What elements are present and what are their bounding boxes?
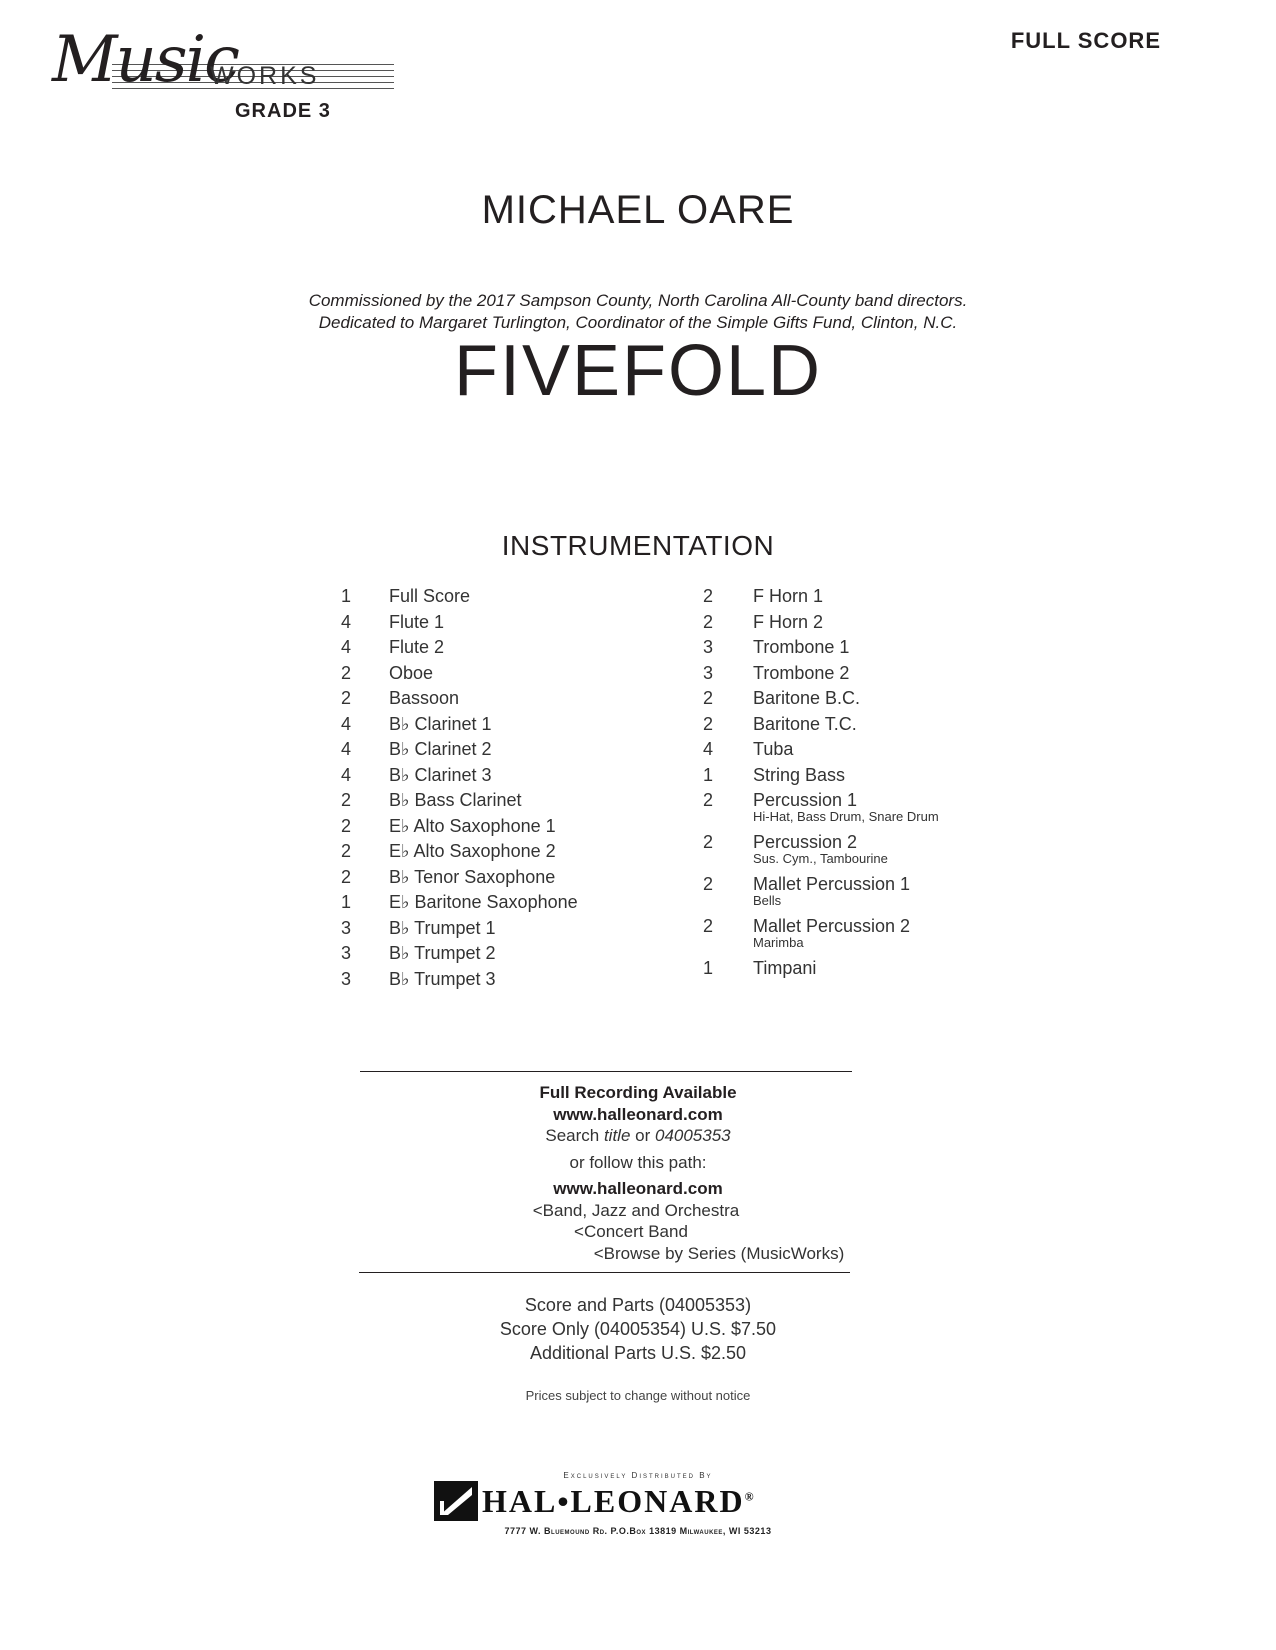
recording-info: [0, 1082, 1276, 1264]
instrumentation-right-column: [700, 584, 1030, 982]
instrument-name: B♭ Clarinet 1: [389, 713, 492, 734]
part-quantity: 2: [702, 874, 713, 894]
instrumentation-left-column: [338, 584, 668, 992]
brand-name: HAL•LEONARD: [482, 1483, 745, 1519]
instrument-name: Percussion 2: [753, 832, 858, 852]
instrument-name: Percussion 1: [753, 790, 858, 810]
instrument-row: [700, 610, 1030, 636]
path-step: <Browse by Series (MusicWorks): [593, 1243, 845, 1263]
instrument-row: [338, 890, 668, 916]
part-quantity: 2: [702, 916, 713, 936]
dedication-line: Dedicated to Margaret Turlington, Coordinator of the Simple Gifts Fund, Clinton, N.C.: [318, 313, 958, 332]
instrument-name: B♭ Tenor Saxophone: [389, 866, 556, 887]
pricing-info: [0, 1293, 1276, 1365]
price-line: Score Only (04005354) U.S. $7.50: [499, 1319, 777, 1339]
website-link[interactable]: www.halleonard.com: [553, 1179, 723, 1198]
part-quantity: 1: [340, 892, 351, 912]
instrumentation-heading: INSTRUMENTATION: [501, 530, 775, 561]
part-quantity: 2: [340, 866, 351, 887]
instrument-row: [700, 712, 1030, 738]
instrument-name: Trombone 1: [753, 637, 850, 657]
instrument-name: B♭ Trumpet 3: [389, 968, 496, 989]
composer-name: MICHAEL OARE: [481, 188, 795, 232]
instrument-row: [700, 914, 1030, 956]
logo-script-text: Music: [52, 23, 238, 97]
instrument-row: [338, 737, 668, 763]
instrument-detail: Marimba: [753, 935, 804, 950]
part-quantity: 2: [340, 841, 351, 861]
instrument-name: Oboe: [389, 662, 434, 683]
part-quantity: 4: [340, 764, 351, 785]
part-quantity: 2: [340, 815, 351, 836]
instrument-row: [700, 763, 1030, 789]
instrument-row: [700, 686, 1030, 712]
part-quantity: 2: [340, 790, 351, 810]
instrument-row: [338, 635, 668, 661]
instrument-name: String Bass: [753, 764, 846, 785]
instrument-row: [338, 941, 668, 967]
part-quantity: 4: [340, 611, 351, 632]
grade-label: GRADE 3: [235, 100, 331, 122]
distributed-by-label: Exclusively Distributed By: [563, 1471, 713, 1480]
instrument-name: B♭ Clarinet 2: [389, 739, 492, 759]
part-quantity: 2: [702, 611, 713, 632]
instrument-row: [338, 661, 668, 687]
instrument-name: E♭ Alto Saxophone 1: [389, 815, 556, 836]
publisher-address: 7777 W. Bluemound Rd. P.O.Box 13819 Milwaukee, WI 53213: [504, 1526, 772, 1536]
instrument-name: Timpani: [753, 958, 817, 978]
path-step: <Concert Band: [574, 1222, 688, 1241]
instrument-name: Mallet Percussion 2: [753, 916, 911, 936]
instrument-detail: Bells: [753, 893, 782, 908]
instrument-name: B♭ Trumpet 1: [389, 917, 496, 938]
part-quantity: 2: [702, 790, 713, 810]
registered-mark: ®: [744, 1489, 756, 1504]
instrument-name: Mallet Percussion 1: [753, 874, 911, 894]
instrument-name: Flute 2: [389, 637, 445, 657]
instrument-row: [338, 610, 668, 636]
part-quantity: 4: [340, 637, 351, 657]
part-quantity: 3: [340, 917, 351, 938]
instrument-row: [338, 839, 668, 865]
instrument-row: [700, 661, 1030, 687]
instrument-name: Tuba: [753, 739, 794, 759]
follow-path-text: or follow this path:: [569, 1152, 707, 1172]
hal-leonard-emblem-icon: [434, 1481, 478, 1521]
part-quantity: 1: [702, 958, 713, 978]
instrument-row: [700, 737, 1030, 763]
instrument-row: [700, 584, 1030, 610]
search-title-word: title: [603, 1126, 631, 1145]
divider: [360, 1071, 852, 1072]
hal-leonard-wordmark: [482, 1483, 756, 1520]
part-quantity: 4: [340, 713, 351, 734]
instrument-row: [338, 916, 668, 942]
search-prefix: Search: [545, 1126, 604, 1145]
divider: [359, 1272, 850, 1273]
part-quantity: 3: [702, 637, 713, 657]
search-or: or: [630, 1126, 655, 1145]
instrument-name: Full Score: [389, 586, 471, 606]
musicworks-logo: [52, 23, 352, 128]
part-quantity: 1: [702, 764, 713, 785]
instrument-row: [700, 830, 1030, 872]
instrument-row: [338, 814, 668, 840]
search-hint: [0, 1125, 1276, 1147]
instrument-row: [700, 788, 1030, 830]
score-type-label: FULL SCORE: [1010, 28, 1161, 53]
instrument-name: Baritone T.C.: [753, 713, 857, 734]
part-quantity: 2: [702, 688, 713, 708]
instrument-name: Trombone 2: [753, 662, 850, 683]
instrument-row: [338, 967, 668, 993]
recording-heading: Full Recording Available: [539, 1083, 737, 1102]
price-line: Score and Parts (04005353): [524, 1295, 752, 1315]
logo-works-text: WORKS: [210, 62, 320, 90]
instrument-row: [338, 686, 668, 712]
part-quantity: 2: [702, 832, 713, 852]
part-quantity: 3: [702, 662, 713, 683]
commission-note: [0, 290, 1276, 334]
part-quantity: 3: [340, 968, 351, 989]
part-quantity: 4: [702, 739, 713, 759]
instrument-row: [338, 865, 668, 891]
instrument-row: [338, 584, 668, 610]
instrument-name: F Horn 2: [753, 611, 824, 632]
path-step: <Band, Jazz and Orchestra: [532, 1200, 740, 1220]
instrument-row: [338, 712, 668, 738]
part-quantity: 2: [340, 662, 351, 683]
part-quantity: 4: [340, 739, 351, 759]
part-quantity: 2: [702, 713, 713, 734]
instrument-name: Bassoon: [389, 688, 460, 708]
part-quantity: 1: [340, 586, 351, 606]
instrument-name: B♭ Bass Clarinet: [389, 790, 522, 810]
price-disclaimer: Prices subject to change without notice: [525, 1388, 751, 1403]
instrument-name: E♭ Alto Saxophone 2: [389, 841, 556, 861]
price-line: Additional Parts U.S. $2.50: [529, 1343, 747, 1363]
instrument-row: [700, 872, 1030, 914]
instrument-name: B♭ Trumpet 2: [389, 943, 496, 963]
part-quantity: 2: [340, 688, 351, 708]
piece-title: FIVEFOLD: [453, 331, 823, 411]
website-link[interactable]: www.halleonard.com: [553, 1104, 723, 1124]
instrument-row: [338, 763, 668, 789]
instrument-name: Flute 1: [389, 611, 445, 632]
part-quantity: 3: [340, 943, 351, 963]
instrument-name: E♭ Baritone Saxophone: [389, 892, 578, 912]
search-code: 04005353: [654, 1126, 731, 1145]
instrument-detail: Sus. Cym., Tambourine: [753, 851, 888, 866]
instrument-name: Baritone B.C.: [753, 688, 861, 708]
instrument-row: [338, 788, 668, 814]
part-quantity: 2: [702, 586, 713, 606]
instrument-row: [700, 635, 1030, 661]
hal-leonard-logo: [434, 1477, 794, 1523]
commission-line: Commissioned by the 2017 Sampson County, North Carolina All-County band directors.: [308, 291, 968, 310]
instrument-detail: Hi-Hat, Bass Drum, Snare Drum: [753, 809, 939, 824]
instrument-name: B♭ Clarinet 3: [389, 764, 492, 785]
instrument-name: F Horn 1: [753, 586, 824, 606]
instrument-row: [700, 956, 1030, 982]
